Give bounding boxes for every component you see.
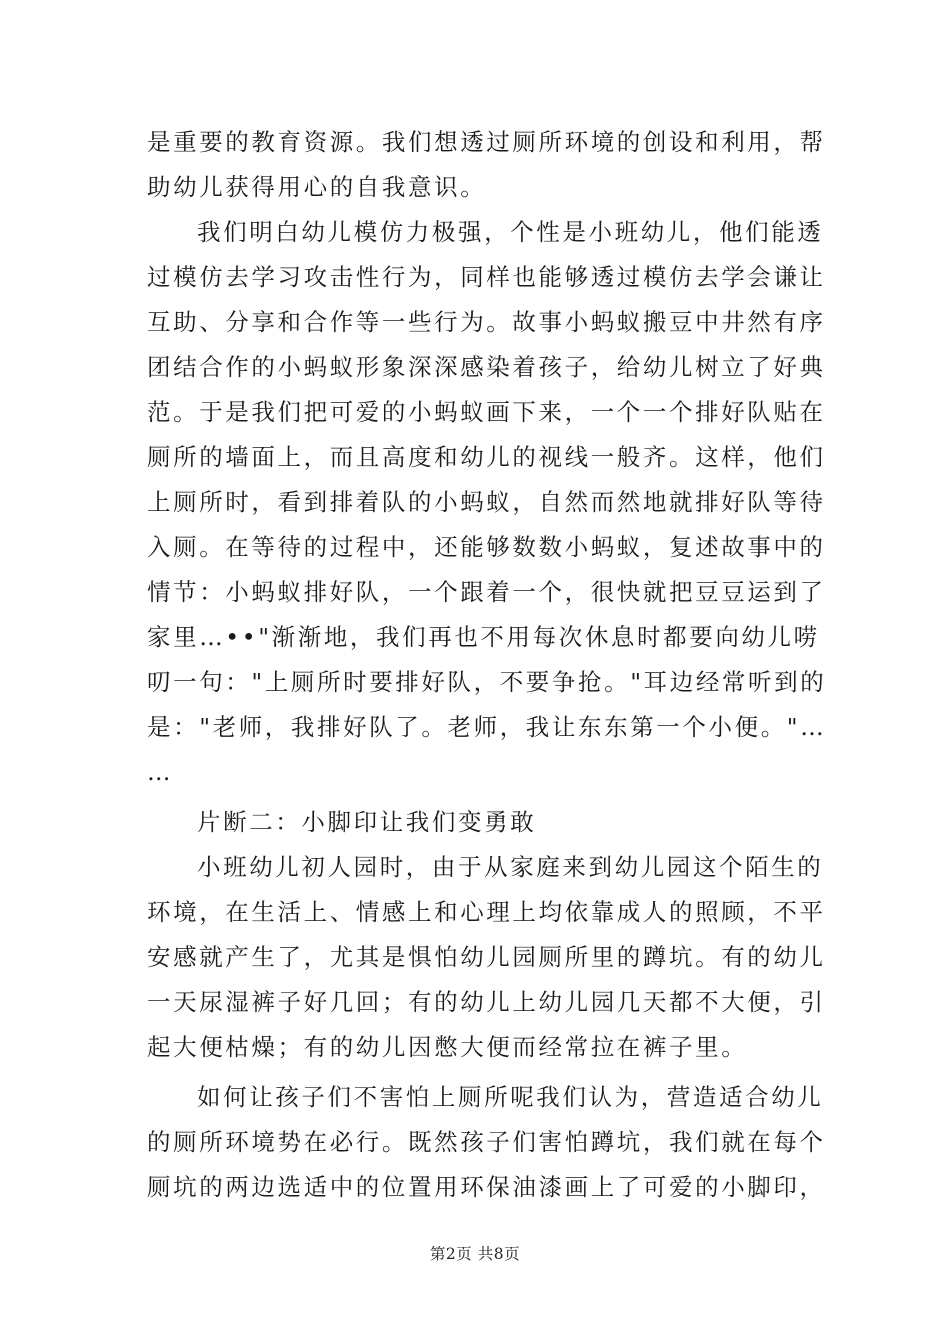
text-line: 一天尿湿裤子好几回；有的幼儿上幼儿园几天都不大便，引 xyxy=(147,988,826,1016)
text-line: 的厕所环境势在必行。既然孩子们害怕蹲坑，我们就在每个 xyxy=(147,1128,826,1156)
text-line: … xyxy=(147,758,174,786)
text-line: 助幼儿获得用心的自我意识。 xyxy=(147,173,487,201)
text-line: 过模仿去学习攻击性行为，同样也能够透过模仿去学会谦让 xyxy=(147,263,826,291)
text-line: 安感就产生了，尤其是惧怕幼儿园厕所里的蹲坑。有的幼儿 xyxy=(147,943,826,971)
section-heading: 片断二：小脚印让我们变勇敢 xyxy=(197,808,537,836)
text-line: 厕所的墙面上，而且高度和幼儿的视线一般齐。这样，他们 xyxy=(147,443,826,471)
page-number-footer: 第2页 共8页 xyxy=(429,1245,521,1263)
text-line: 互助、分享和合作等一些行为。故事小蚂蚁搬豆中井然有序 xyxy=(147,308,826,336)
text-line: 起大便枯燥；有的幼儿因憋大便而经常拉在裤子里。 xyxy=(147,1033,748,1061)
text-line: 团结合作的小蚂蚁形象深深感染着孩子，给幼儿树立了好典 xyxy=(147,353,826,381)
text-line: 是："老师，我排好队了。老师，我让东东第一个小便。"… xyxy=(147,713,827,741)
text-line: 上厕所时，看到排着队的小蚂蚁，自然而然地就排好队等待 xyxy=(147,488,826,516)
text-line: 是重要的教育资源。我们想透过厕所环境的创设和利用，帮 xyxy=(147,128,826,156)
text-line: 叨一句："上厕所时要排好队，不要争抢。"耳边经常听到的 xyxy=(147,668,827,696)
text-line: 如何让孩子们不害怕上厕所呢我们认为，营造适合幼儿 xyxy=(197,1083,824,1111)
text-line: 环境，在生活上、情感上和心理上均依靠成人的照顾，不平 xyxy=(147,898,826,926)
text-line: 厕坑的两边选适中的位置用环保油漆画上了可爱的小脚印， xyxy=(147,1173,826,1201)
text-line: 小班幼儿初人园时，由于从家庭来到幼儿园这个陌生的 xyxy=(197,853,824,881)
text-line: 入厕。在等待的过程中，还能够数数小蚂蚁，复述故事中的 xyxy=(147,533,826,561)
text-line: 范。于是我们把可爱的小蚂蚁画下来，一个一个排好队贴在 xyxy=(147,398,826,426)
text-line: 情节：小蚂蚁排好队，一个跟着一个，很快就把豆豆运到了 xyxy=(147,578,826,606)
text-line: 我们明白幼儿模仿力极强，个性是小班幼儿，他们能透 xyxy=(197,218,824,246)
text-line: 家里…••"渐渐地，我们再也不用每次休息时都要向幼儿唠 xyxy=(147,623,820,651)
